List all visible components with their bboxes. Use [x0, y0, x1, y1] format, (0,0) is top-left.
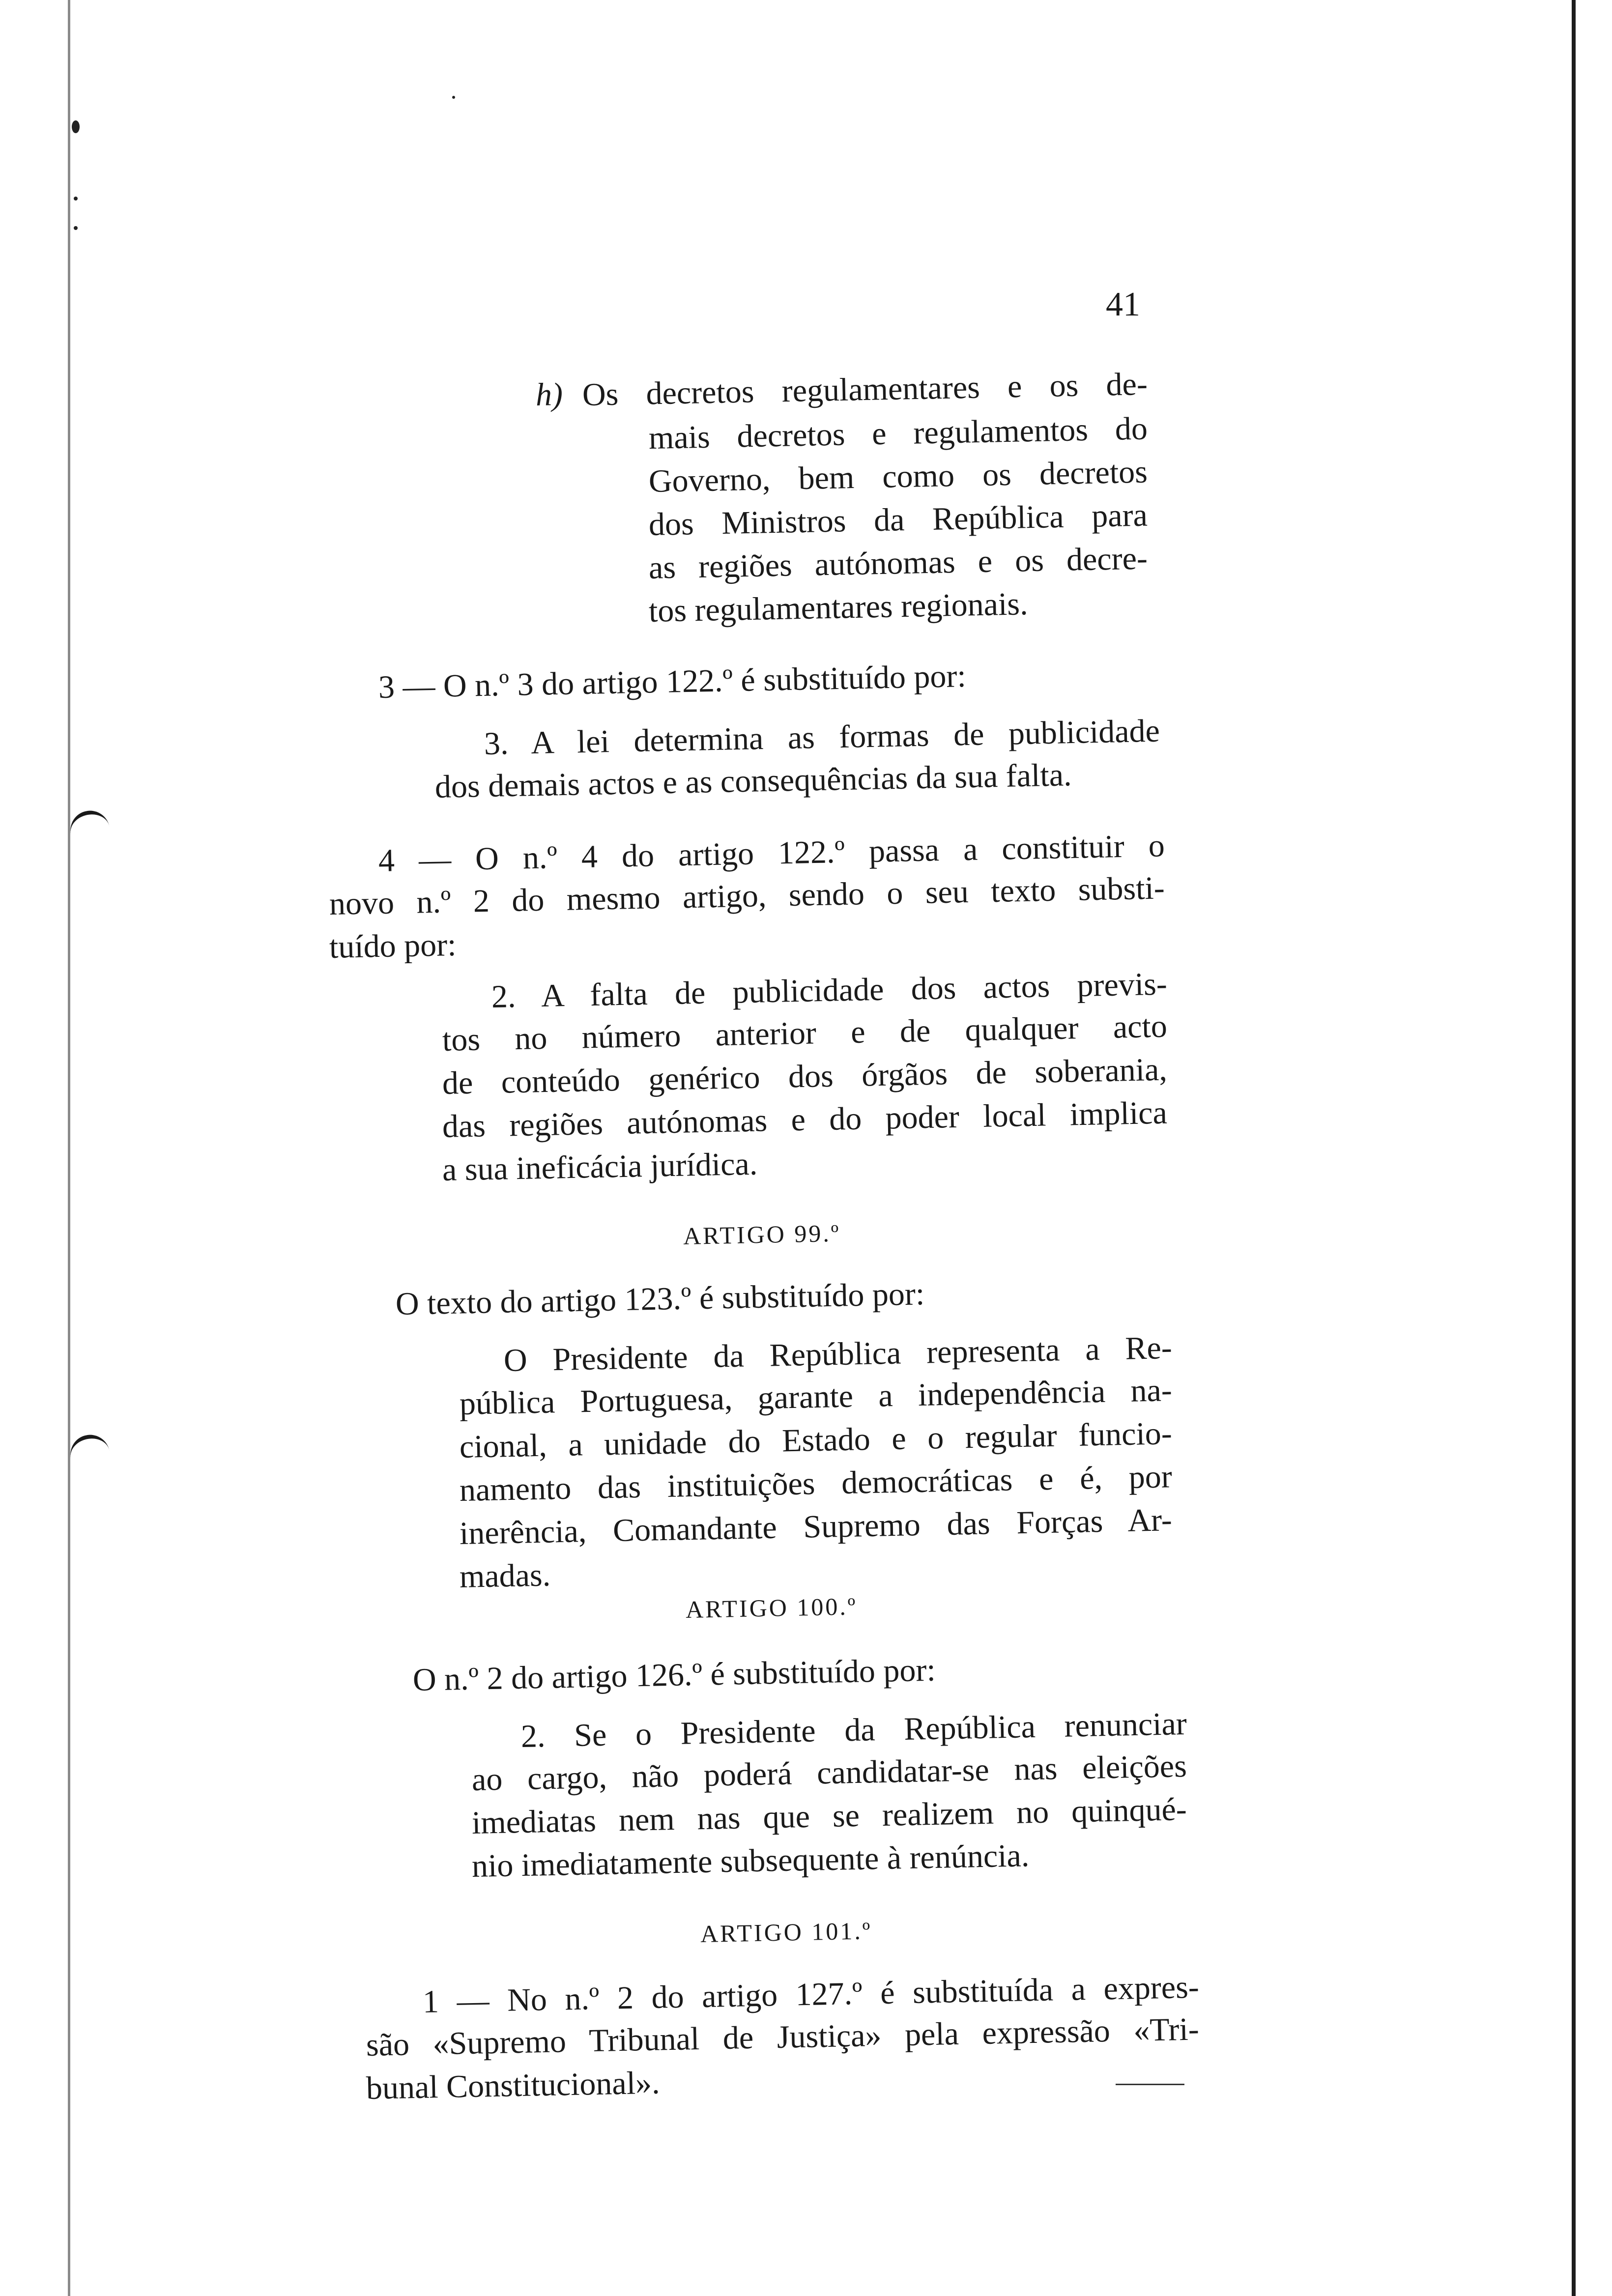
page-number: 41 [1106, 286, 1140, 323]
para3-intro: 3 — O n.º 3 do artigo 122.º é substituído por: [378, 658, 967, 705]
article-100-line: imediatas nem nas que se realizem no quinqué- [471, 1791, 1187, 1841]
h-item-marker [535, 373, 563, 417]
scan-edge-right [1572, 0, 1576, 2296]
para4-intro-line: tuído por: [329, 927, 457, 965]
article-99-line: madas. [459, 1557, 551, 1595]
h-item-letter: h) [535, 376, 563, 413]
article-100-intro: O n.º 2 do artigo 126.º é substituído por: [412, 1652, 936, 1698]
scan-edge-left [68, 0, 70, 2296]
para4-line: a sua ineficácia jurídica. [442, 1146, 758, 1188]
article-99-intro: O texto do artigo 123.º é substituído por: [395, 1276, 925, 1322]
article-100-heading: ARTIGO 100.º [685, 1592, 858, 1623]
h-item-line: tos regulamentares regionais. [648, 586, 1029, 629]
article-99-line: cional, a unidade do Estado e o regular funcio- [459, 1415, 1173, 1465]
h-item-line: as regiões autónomas e os decre- [648, 540, 1148, 586]
article-101-heading: ARTIGO 101.º [700, 1917, 872, 1948]
para4-line: de conteúdo genérico dos órgãos de soberania, [442, 1051, 1168, 1101]
para4-intro-line: novo n.º 2 do mesmo artigo, sendo o seu texto substi- [329, 870, 1165, 922]
trailing-rule [1116, 2084, 1184, 2085]
scan-speck [72, 120, 80, 133]
article-100-line: 2. Se o Presidente da República renunciar [520, 1705, 1187, 1754]
para4-line: tos no número anterior e de qualquer acto [442, 1008, 1168, 1058]
para4-line: das regiões autónomas e do poder local implica [442, 1094, 1168, 1145]
article-101-line: 1 — No n.º 2 do artigo 127.º é substituída a expres- [422, 1969, 1200, 2020]
scan-speck [74, 226, 78, 230]
article-99-line: pública Portuguesa, garante a independência na- [459, 1372, 1173, 1422]
h-item-line: Governo, bem como os decretos [648, 454, 1148, 499]
article-101-line: são «Supremo Tribunal de Justiça» pela expressão «Tri- [366, 2011, 1200, 2063]
article-99-line: namento das instituições democráticas e é, por [459, 1459, 1173, 1508]
para4-line: 2. A falta de publicidade dos actos previs- [491, 966, 1168, 1015]
scan-mark [67, 807, 110, 838]
para4-intro-line: 4 — O n.º 4 do artigo 122.º passa a constituir o [378, 828, 1165, 879]
article-100-line: nio imediatamente subsequente à renúncia. [471, 1837, 1030, 1884]
scan-mark [67, 1431, 110, 1463]
article-101-line: bunal Constitucional». [366, 2065, 661, 2106]
h-item-line: Os decretos regulamentares e os de- [582, 366, 1148, 413]
h-item-line: mais decretos e regulamentos do [648, 410, 1148, 456]
scan-speck [452, 96, 455, 99]
scan-speck [74, 197, 78, 201]
article-99-line: O Presidente da República representa a Re- [503, 1329, 1173, 1378]
para3-line: dos demais actos e as consequências da sua falta. [434, 757, 1072, 805]
h-item-line: dos Ministros da República para [648, 497, 1148, 543]
para3-line: 3. A lei determina as formas de publicidade [484, 713, 1160, 762]
article-99-heading: ARTIGO 99.º [683, 1219, 841, 1250]
article-100-line: ao cargo, não poderá candidatar-se nas eleições [471, 1748, 1187, 1798]
article-99-line: inerência, Comandante Supremo das Forças Ar- [459, 1502, 1173, 1551]
